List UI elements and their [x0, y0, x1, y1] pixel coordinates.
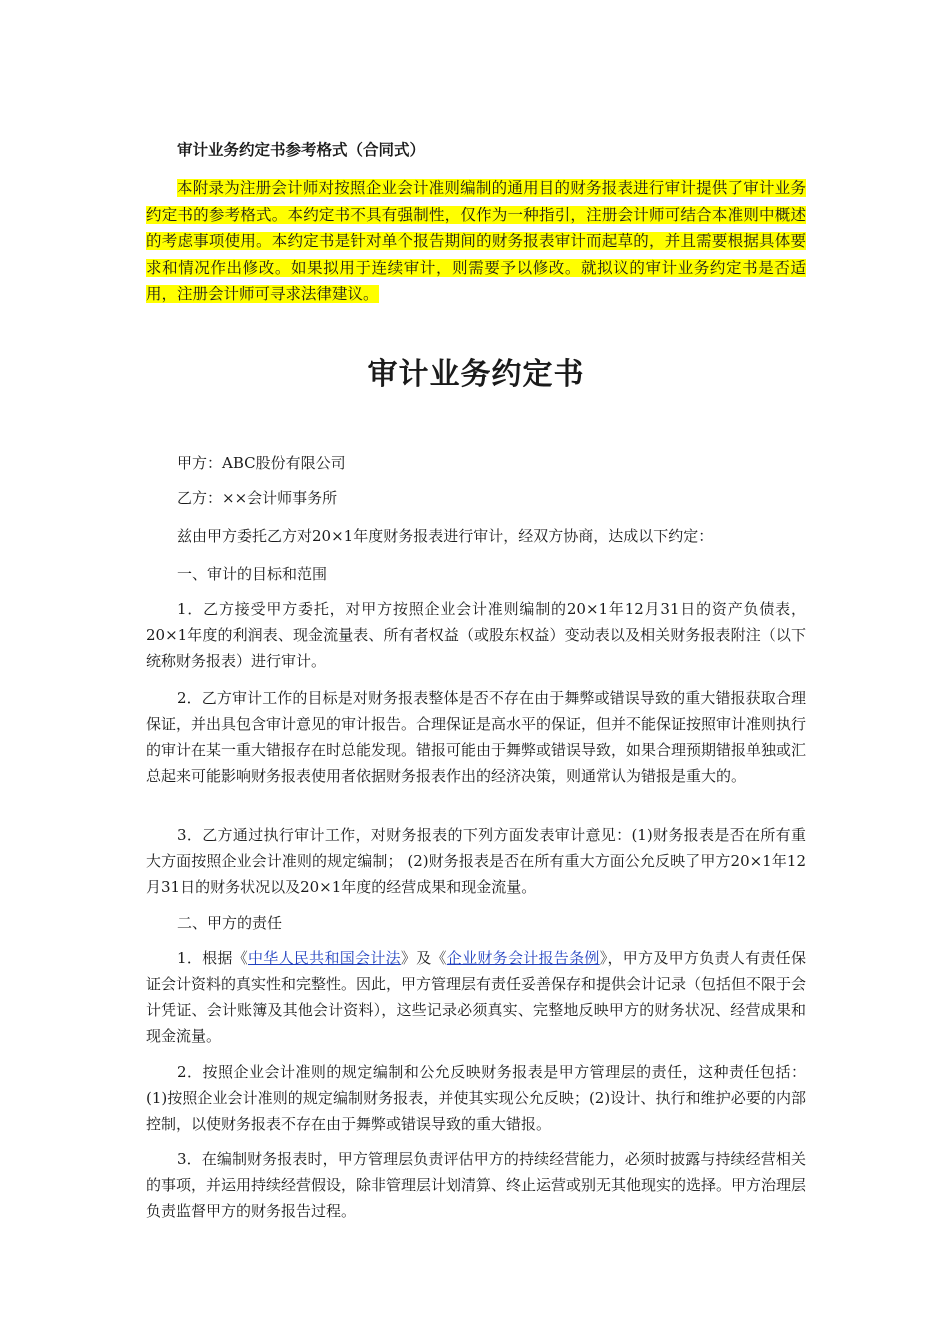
section2-item-1-prefix: 1．根据《: [177, 949, 248, 967]
section2-item-1-suffix: 》，甲方及甲方负责人有责任保证会计资料的真实性和完整性。因此，甲方管理层有责任妥善保存和提供会计记录（包括但不限于会计凭证、会计账簿及其他会计资料），这些记录必须真实、完整地反映甲方的财务状况、经营成果和现金流量。: [146, 949, 807, 1045]
section1-item-2: 2．乙方审计工作的目标是对财务报表整体是否不存在由于舞弊或错误导致的重大错报获取合理保证，并出具包含审计意见的审计报告。合理保证是高水平的保证，但并不能保证按照审计准则执行的审计在某一重大错报存在时总能发现。错报可能由于舞弊或错误导致，如果合理预期错报单独或汇总起来可能影响财务报表使用者依据财务报表作出的经济决策，则通常认为错报是重大的。: [146, 689, 807, 785]
accounting-law-link[interactable]: 中华人民共和国会计法: [248, 949, 401, 967]
reference-heading: 审计业务约定书参考格式（合同式）: [177, 141, 426, 159]
party-b: 乙方：××会计师事务所: [177, 489, 338, 507]
section2-heading: 二、甲方的责任: [177, 914, 283, 932]
section1-item-3: 3．乙方通过执行审计工作，对财务报表的下列方面发表审计意见：(1)财务报表是否在所有重大方面按照企业会计准则的规定编制； (2)财务报表是否在所有重大方面公允反映了甲方20×1年12月31日的财务状况以及20×1年度的经营成果和现金流量。: [146, 826, 806, 896]
preamble: 兹由甲方委托乙方对20×1年度财务报表进行审计，经双方协商，达成以下约定：: [177, 527, 714, 545]
party-a: 甲方：ABC股份有限公司: [177, 454, 346, 472]
section1-item-1: 1．乙方接受甲方委托，对甲方按照企业会计准则编制的20×1年12月31日的资产负债表，20×1年度的利润表、现金流量表、所有者权益（或股东权益）变动表以及相关财务报表附注（以下统称财务报表）进行审计。: [146, 600, 806, 670]
section2-item-3: 3．在编制财务报表时，甲方管理层负责评估甲方的持续经营能力，必须时披露与持续经营相关的事项，并运用持续经营假设，除非管理层计划清算、终止运营或别无其他现实的选择。甲方治理层负责监督甲方的财务报告过程。: [146, 1150, 807, 1220]
section2-item-1: [146, 945, 806, 1049]
highlighted-note-text: 本附录为注册会计师对按照企业会计准则编制的通用目的财务报表进行审计提供了审计业务约定书的参考格式。本约定书不具有强制性，仅作为一种指引，注册会计师可结合本准则中概述的考虑事项使用。本约定书是针对单个报告期间的财务报表审计而起草的，并且需要根据具体要求和情况作出修改。如果拟用于连续审计，则需要予以修改。就拟议的审计业务约定书是否适用，注册会计师可寻求法律建议。: [146, 179, 806, 303]
section1-heading: 一、审计的目标和范围: [177, 565, 328, 583]
reference-note: [146, 175, 806, 308]
document-title: 审计业务约定书: [367, 357, 585, 392]
section2-item-1-middle: 》及《: [400, 949, 447, 967]
section2-item-2: 2．按照企业会计准则的规定编制和公允反映财务报表是甲方管理层的责任，这种责任包括：(1)按照企业会计准则的规定编制财务报表，并使其实现公允反映；(2)设计、执行和维护必要的内部控制，以使财务报表不存在由于舞弊或错误导致的重大错报。: [146, 1063, 806, 1133]
financial-report-regulation-link[interactable]: 企业财务会计报告条例: [446, 949, 600, 967]
